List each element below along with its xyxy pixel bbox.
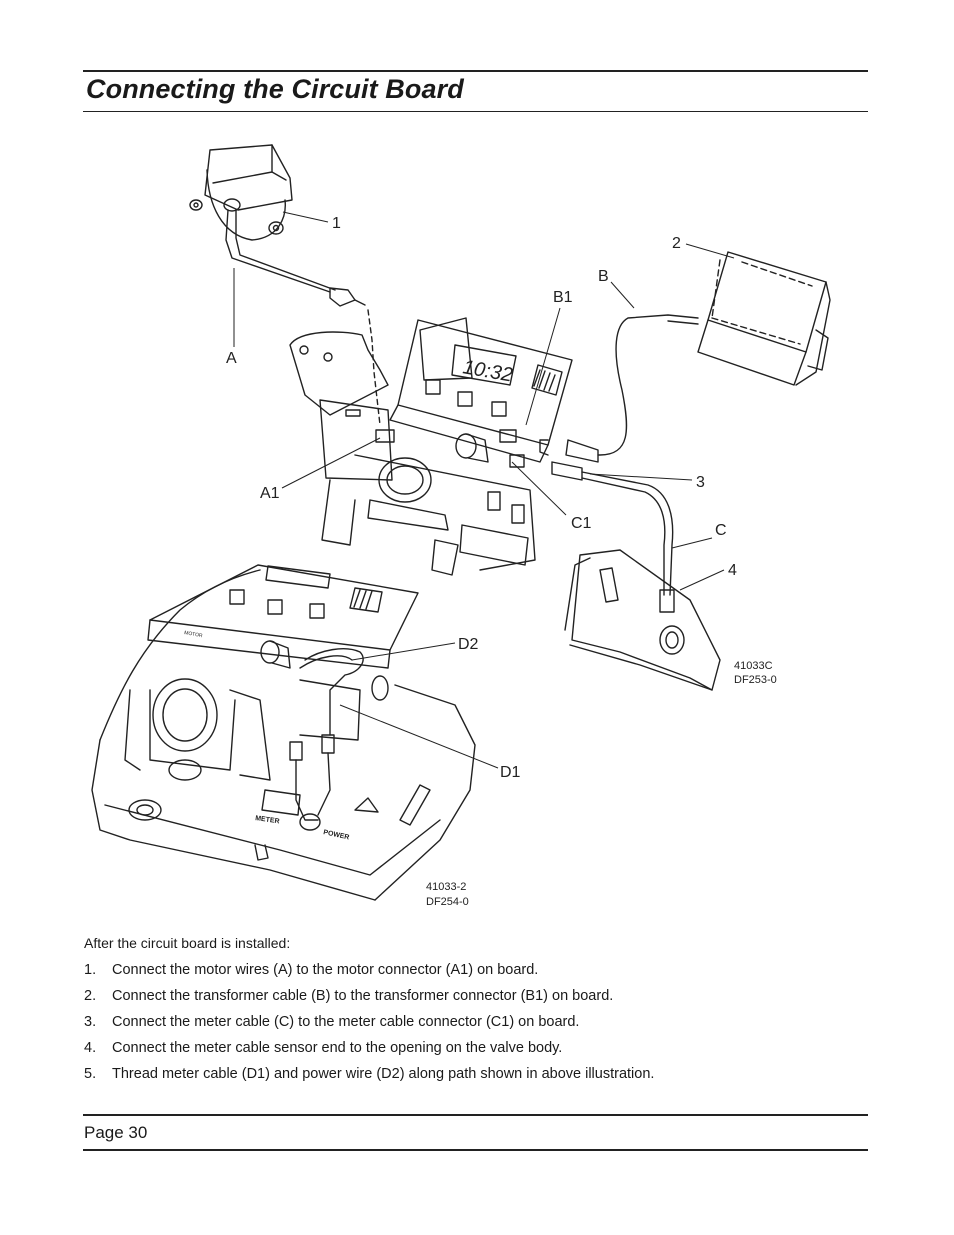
step-number: 4. [84,1040,97,1056]
callout-1: 1 [332,215,341,232]
step-number: 2. [84,988,97,1004]
base-assembly-drawing [92,565,475,900]
instructions-intro: After the circuit board is installed: [84,935,291,951]
step-text: Connect the meter cable (C) to the meter cable connector (C1) on board. [112,1014,580,1030]
meter-terminal-label: METER [254,815,280,826]
callout-B: B [598,268,609,285]
control-assembly-drawing [290,318,572,575]
step-number: 3. [84,1014,97,1030]
step-text: Thread meter cable (D1) and power wire (D2) along path shown in above illustration. [112,1066,655,1082]
step-text: Connect the motor wires (A) to the motor connector (A1) on board. [112,962,539,978]
callout-B1: B1 [553,289,573,306]
callout-2: 2 [672,235,681,252]
step-text: Connect the transformer cable (B) to the transformer connector (B1) on board. [112,988,614,1004]
lcd-display-text: 10:32 [461,356,515,387]
transformer-drawing [540,252,830,462]
page-number: Page 30 [84,1123,148,1142]
footer-top-rule [83,1114,868,1116]
callout-A1: A1 [260,485,280,502]
callout-C1: C1 [571,515,592,532]
meter-cable-drawing [552,462,720,690]
callout-A: A [226,350,237,367]
callout-3: 3 [696,474,705,491]
callout-D1: D1 [500,764,521,781]
callout-D2: D2 [458,636,479,653]
motor-board-label: MOTOR [183,630,203,640]
drawing-code-top-1: 41033C [734,660,773,672]
power-terminal-label: POWER [322,829,350,842]
drawing-code-top-2: DF253-0 [734,674,777,686]
step-number: 1. [84,962,97,978]
step-number: 5. [84,1066,97,1082]
page-title: Connecting the Circuit Board [86,74,464,104]
drawing-code-bottom-1: 41033-2 [426,881,467,893]
callout-4: 4 [728,562,737,579]
footer-bottom-rule [83,1149,868,1151]
callout-C: C [715,522,727,539]
step-text: Connect the meter cable sensor end to the opening on the valve body. [112,1040,563,1056]
drawing-code-bottom-2: DF254-0 [426,896,469,908]
